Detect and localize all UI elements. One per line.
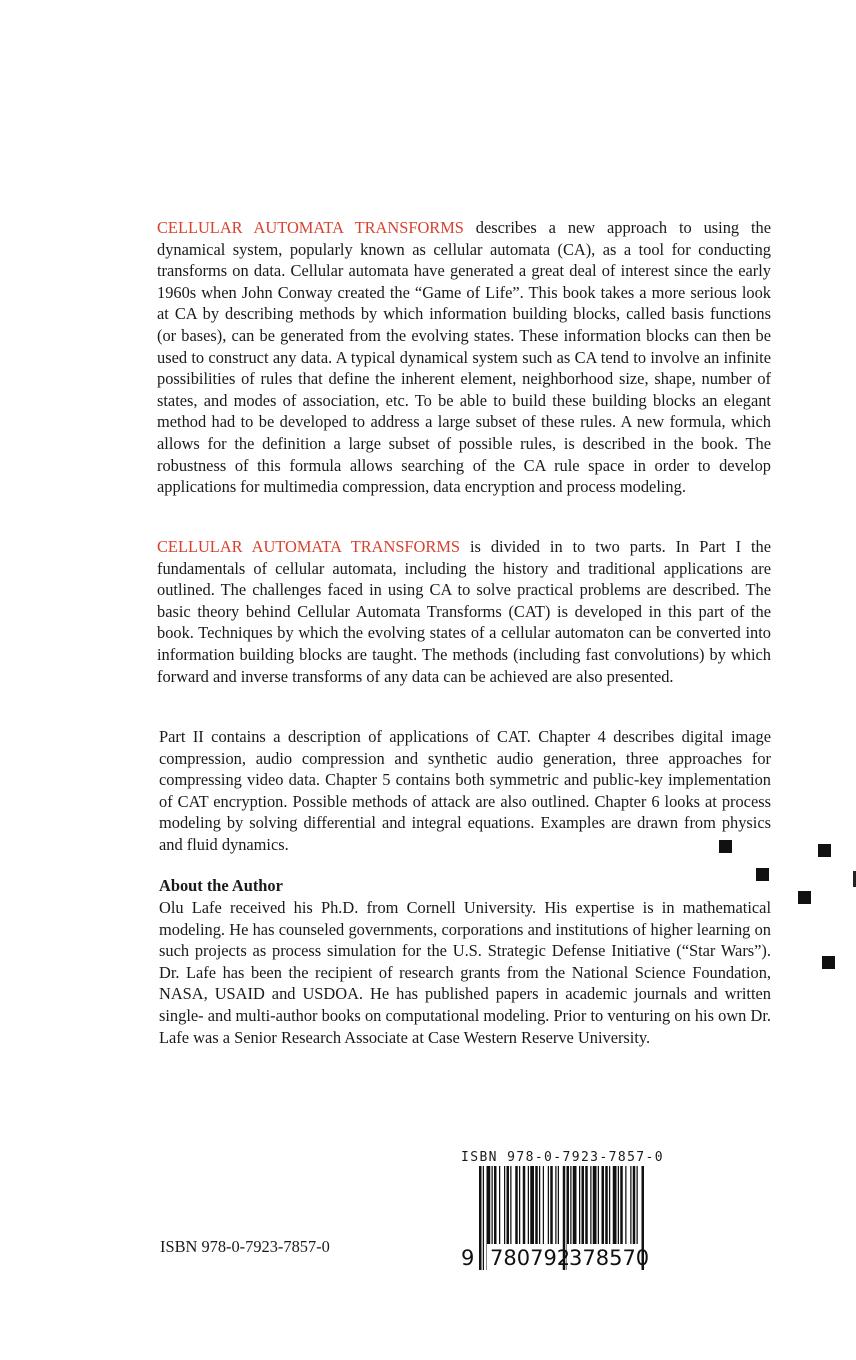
- barcode-bar: [479, 1166, 482, 1270]
- decor-square: [756, 868, 769, 881]
- barcode-lead-digit: 9: [461, 1246, 475, 1270]
- barcode-isbn-text: ISBN 978-0-7923-7857-0: [461, 1150, 664, 1165]
- part2-paragraph: Part II contains a description of applications of CAT. Chapter 4 describes digital image compression, audio compression and synthetic audio generation, three approaches for compressing video data. Chapter 5 contains both symmetric and public-key implementation of CAT encryption. Possible methods of attack are also outlined. Chapter 6 looks at process modeling by solving differential and integral equations. Examples are drawn from physics and fluid dynamics.: [159, 727, 771, 854]
- barcode-digits-left: 780792: [490, 1246, 571, 1270]
- book-title-highlight: CELLULAR AUTOMATA TRANSFORMS: [157, 218, 464, 237]
- barcode: [455, 1166, 655, 1272]
- intro-text: describes a new approach to using the dynamical system, popularly known as cellular automata (CA), as a tool for conducting transforms on data. Cellular automata have generated a great deal of interest since the early 1960s when John Conway created the “Game of Life”. This book takes a more serious look at CA by describing methods by which information building blocks, called basis functions (or bases), can be generated from the evolving states. These information blocks can then be used to construct any data. A typical dynamical system such as CA tend to involve an infinite possibilities of rules that define the inherent element, neighborhood size, shape, number of states, and modes of association, etc. To be able to build these building blocks an elegant method had to be developed to address a large subset of these rules. A new formula, which allows for the definition a large subset of possible rules, is described in the book. The robustness of this formula allows searching of the CA rule space in order to develop applications for multimedia compression, data encryption and process modeling.: [157, 218, 771, 497]
- barcode-digits-right: 378570: [569, 1246, 650, 1270]
- decor-square: [822, 956, 835, 969]
- intro-paragraph: [157, 217, 771, 498]
- decor-square: [719, 840, 732, 853]
- book-title-highlight: CELLULAR AUTOMATA TRANSFORMS: [157, 537, 461, 556]
- parts-paragraph: [157, 536, 771, 687]
- about-author-heading: About the Author: [159, 876, 283, 895]
- about-author-paragraph: Olu Lafe received his Ph.D. from Cornell University. His expertise is in mathematical modeling. He has counseled governments, corporations and institutions of higher learning on such projects as process simulation for the U.S. Strategic Defense Initiative (“Star Wars”). Dr. Lafe has been the recipient of research grants from the National Science Foundation, NASA, USAID and USDOA. He has published papers in academic journals and written single- and multi-author books on computational modeling. Prior to venturing on his own Dr. Lafe was a Senior Research Associate at Case Western Reserve University.: [159, 898, 771, 1047]
- decor-square: [818, 844, 831, 857]
- decor-square: [798, 891, 811, 904]
- parts-text: is divided in to two parts. In Part I the fundamentals of cellular automata, including the history and traditional applications are outlined. The challenges faced in using CA to solve practical problems are described. The basic theory behind Cellular Automata Transforms (CAT) is developed in this part of the book. Techniques by which the evolving states of a cellular automaton can be converted into information building blocks are taught. The methods (including fast convolutions) by which forward and inverse transforms of any data can be achieved are also presented.: [157, 537, 771, 686]
- barcode-bar: [483, 1166, 484, 1270]
- isbn-label: ISBN 978-0-7923-7857-0: [160, 1237, 330, 1256]
